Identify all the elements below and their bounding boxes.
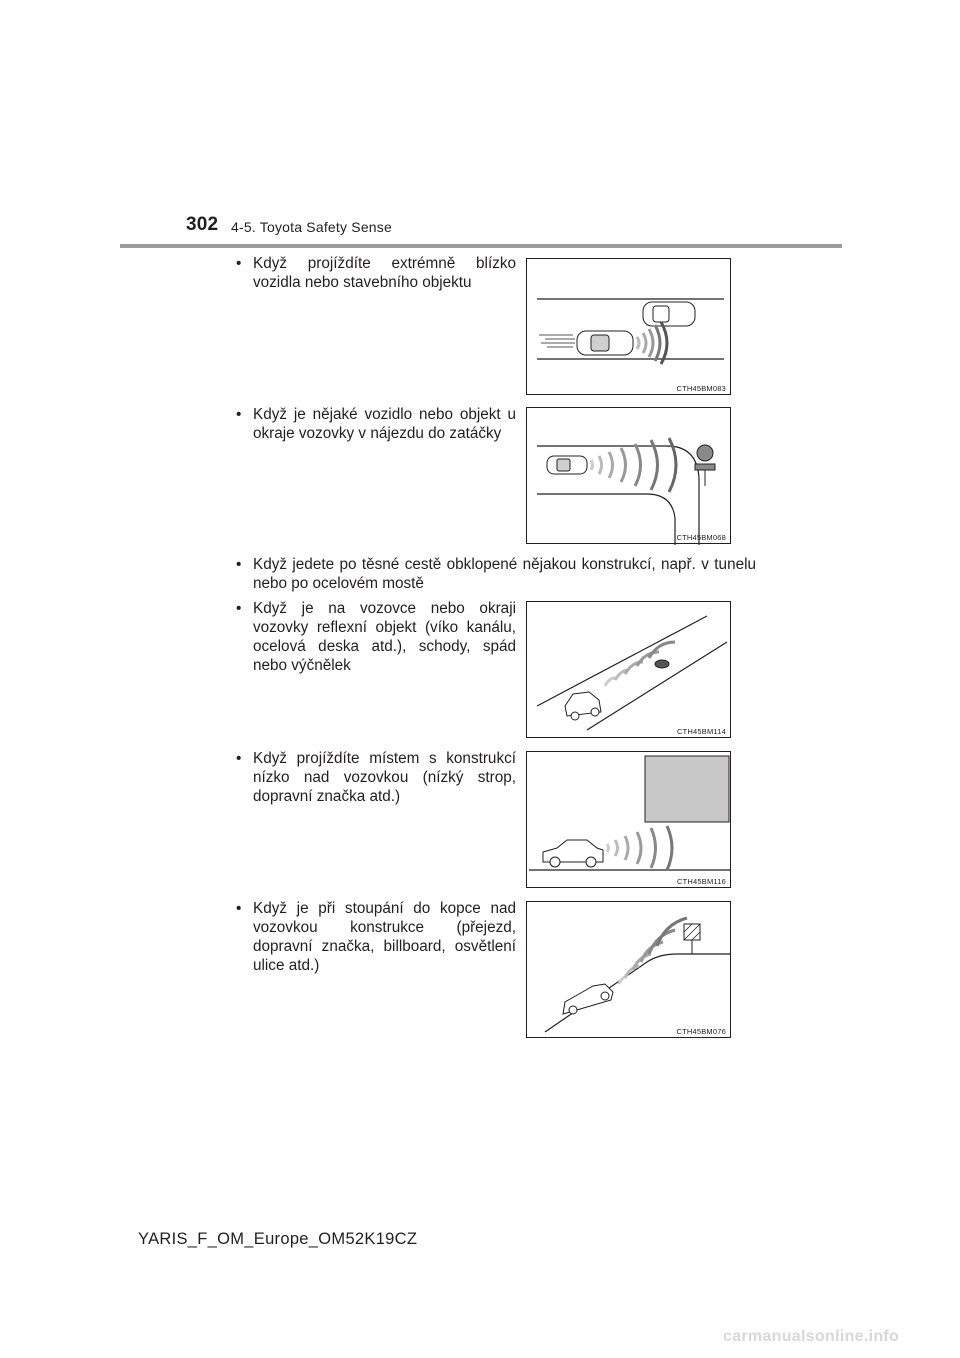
list-item bbox=[236, 599, 516, 675]
header-rule bbox=[120, 244, 842, 248]
figure-code: CTH45BM076 bbox=[676, 1027, 726, 1036]
bullet: • bbox=[236, 406, 242, 423]
item-text: Když projíždíte místem s konstrukcí nízko nad vozovkou (nízký strop, dopravní značka atd.) bbox=[253, 750, 516, 805]
figure-code: CTH45BM083 bbox=[676, 384, 726, 393]
figure-close-vehicle bbox=[526, 258, 731, 395]
figure-uphill-structure bbox=[526, 901, 731, 1038]
figure-code: CTH45BM116 bbox=[677, 877, 726, 886]
bullet: • bbox=[236, 255, 242, 272]
item-text: Když je na vozovce nebo okraji vozovky reflexní objekt (víko kanálu, ocelová deska atd.), schody, spád nebo výčnělek bbox=[253, 600, 516, 674]
section-title: 4-5. Toyota Safety Sense bbox=[231, 219, 392, 235]
list-item bbox=[236, 899, 516, 975]
figure-low-structure bbox=[526, 751, 731, 888]
figure-code: CTH45BM114 bbox=[677, 727, 726, 736]
bullet: • bbox=[236, 750, 242, 767]
footer-doc-id: YARIS_F_OM_Europe_OM52K19CZ bbox=[138, 1230, 418, 1248]
item-text: Když jedete po těsné cestě obklopené nějakou konstrukcí, např. v tunelu nebo po ocelovém mostě bbox=[253, 556, 756, 592]
bullet: • bbox=[236, 556, 242, 573]
item-text: Když je při stoupání do kopce nad vozovkou konstrukce (přejezd, dopravní značka, billboard, osvětlení ulice atd.) bbox=[253, 900, 516, 974]
list-item bbox=[236, 405, 516, 443]
item-text: Když projíždíte extrémně blízko vozidla nebo stavebního objektu bbox=[253, 255, 516, 291]
list-item bbox=[236, 749, 516, 806]
page-number: 302 bbox=[186, 214, 219, 235]
bullet: • bbox=[236, 600, 242, 617]
figure-curve-entry bbox=[526, 407, 731, 544]
figure-reflective-object bbox=[526, 601, 731, 738]
list-item bbox=[236, 254, 516, 292]
item-text: Když je nějaké vozidlo nebo objekt u okraje vozovky v nájezdu do zatáčky bbox=[253, 406, 516, 442]
figure-code: CTH45BM068 bbox=[676, 533, 726, 542]
list-item bbox=[236, 555, 756, 593]
watermark: carmanualsonline.info bbox=[723, 1328, 900, 1345]
bullet: • bbox=[236, 900, 242, 917]
